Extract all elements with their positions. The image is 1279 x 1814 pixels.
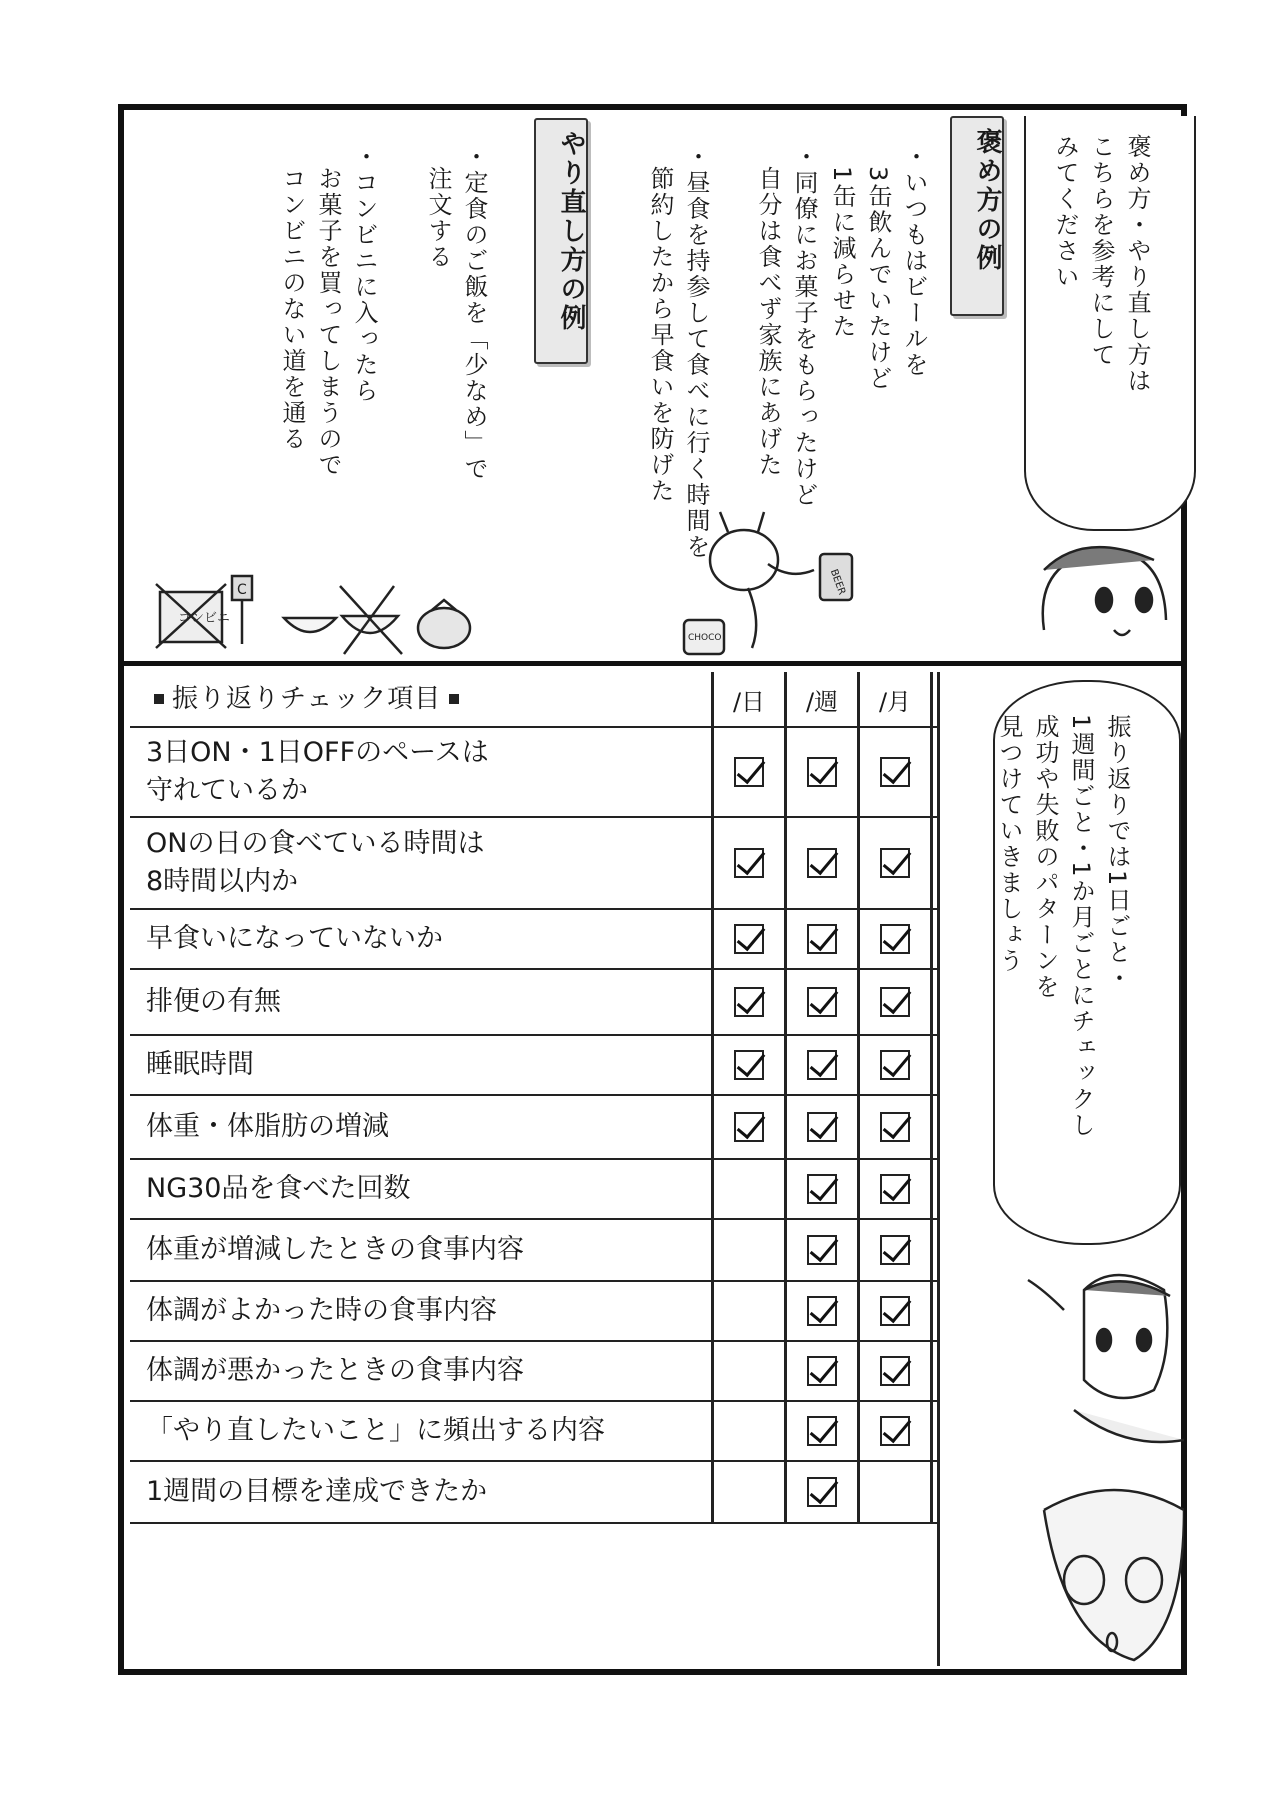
- review-line-1: 振り返りでは1日ごと・: [1103, 714, 1131, 992]
- praise-ex1-line1: ・いつもはビールを: [900, 144, 928, 378]
- checklist-item-label: [130, 1282, 714, 1340]
- checkmark-icon: [807, 1174, 837, 1204]
- checklist-item-label: [130, 1096, 714, 1158]
- check-cell-month: [860, 1462, 933, 1522]
- checklist-item-text: 守れているか: [146, 775, 308, 806]
- redo-example-1: [420, 144, 492, 482]
- store-and-food-illustration: [144, 570, 484, 660]
- check-cell-day: [714, 1462, 787, 1522]
- checklist-item-label: [130, 1342, 714, 1400]
- check-cell-day: [714, 1036, 787, 1094]
- character-face-illustration: [1014, 530, 1184, 660]
- checklist-row: [130, 1036, 937, 1096]
- check-cell-day: [714, 1282, 787, 1340]
- comic-page-frame: [118, 104, 1187, 1675]
- check-cell-week: [787, 910, 860, 968]
- checklist-row: [130, 1220, 937, 1282]
- title-bullet-icon: [449, 694, 459, 704]
- checkmark-icon: [734, 1050, 764, 1080]
- redo-ex2-line3: コンビニのない道を通る: [278, 166, 306, 452]
- checklist-header-row: [130, 672, 937, 728]
- check-cell-day: [714, 728, 787, 816]
- checklist-item-text: ONの日の食べている時間は: [146, 828, 485, 860]
- check-cell-week: [787, 1342, 860, 1400]
- column-header-day: /日: [714, 672, 787, 726]
- praise-ex1-line3: 1缶に減らせた: [828, 166, 856, 340]
- praise-example-2: [750, 144, 822, 508]
- praise-ex2-line1: ・同僚にお菓子をもらったけど: [790, 144, 818, 508]
- redo-ex2-line2: お菓子を買ってしまうので: [314, 166, 342, 478]
- checklist-row: [130, 910, 937, 970]
- check-cell-month: [860, 1220, 933, 1280]
- check-cell-week: [787, 970, 860, 1034]
- praise-ex3-line1: ・昼食を持参して食べに行く時間を: [682, 144, 710, 560]
- checkmark-icon: [807, 987, 837, 1017]
- review-checklist-table: [130, 672, 937, 1524]
- checklist-item-text: 1週間の目標を達成できたか: [146, 1476, 488, 1508]
- check-cell-month: [860, 728, 933, 816]
- checkmark-icon: [734, 987, 764, 1017]
- checklist-item-text: 体重が増減したときの食事内容: [146, 1234, 524, 1266]
- checkmark-icon: [880, 924, 910, 954]
- checklist-item-label: [130, 1036, 714, 1094]
- redo-banner: [534, 118, 588, 364]
- checkmark-icon: [880, 1174, 910, 1204]
- check-cell-day: [714, 970, 787, 1034]
- checkmark-icon: [807, 1296, 837, 1326]
- checklist-row: [130, 970, 937, 1036]
- checklist-row: [130, 728, 937, 818]
- check-cell-week: [787, 1462, 860, 1522]
- checkmark-icon: [880, 1356, 910, 1386]
- checklist-item-text: 「やり直したいこと」に頻出する内容: [146, 1415, 605, 1447]
- checklist-row: [130, 1462, 937, 1524]
- review-line-3: 成功や失敗のパターンを: [1031, 714, 1059, 1000]
- check-cell-month: [860, 910, 933, 968]
- checklist-item-label: [130, 728, 714, 816]
- check-cell-month: [860, 1342, 933, 1400]
- praise-banner: [950, 116, 1004, 316]
- check-cell-week: [787, 1220, 860, 1280]
- table-right-border: [937, 672, 940, 1666]
- beer-can-text: BEER: [827, 567, 848, 597]
- checklist-item-text: 睡眠時間: [146, 1049, 254, 1081]
- check-cell-day: [714, 1096, 787, 1158]
- checklist-item-label: [130, 970, 714, 1034]
- redo-ex2-line1: ・コンビニに入ったら: [350, 144, 378, 404]
- checkmark-icon: [880, 848, 910, 878]
- intro-bubble-text: [1039, 134, 1155, 394]
- praise-ex1-line2: 3缶飲んでいたけど: [864, 166, 892, 392]
- panel-divider: [124, 661, 1181, 666]
- choco-text: CHOCO: [688, 633, 722, 643]
- column-header-week: /週: [787, 672, 860, 726]
- checklist-item-text: 体調がよかった時の食事内容: [146, 1295, 497, 1327]
- praise-ex3-line2: 節約したから早食いを防げた: [646, 166, 674, 504]
- pointing-character-illustration: [1024, 1250, 1184, 1670]
- check-cell-week: [787, 1096, 860, 1158]
- checklist-item-text: 体重・体脂肪の増減: [146, 1111, 389, 1143]
- check-cell-month: [860, 1160, 933, 1218]
- checkmark-icon: [880, 1416, 910, 1446]
- praise-example-3: [642, 144, 714, 560]
- intro-line-2: こちらを参考にして: [1087, 134, 1115, 368]
- checkmark-icon: [807, 1112, 837, 1142]
- checkmark-icon: [807, 1477, 837, 1507]
- checklist-item-label: [130, 1462, 714, 1522]
- checkmark-icon: [807, 1235, 837, 1265]
- checklist-row: [130, 1096, 937, 1160]
- checklist-row: [130, 818, 937, 910]
- checkmark-icon: [734, 757, 764, 787]
- checkmark-icon: [880, 1050, 910, 1080]
- check-cell-day: [714, 1160, 787, 1218]
- checkmark-icon: [807, 924, 837, 954]
- rabbit-with-beer-illustration: [674, 510, 914, 660]
- checklist-item-label: [130, 1402, 714, 1460]
- checkmark-icon: [880, 1296, 910, 1326]
- checklist-item-text: NG30品を食べた回数: [146, 1173, 411, 1205]
- checkmark-icon: [880, 987, 910, 1017]
- check-cell-month: [860, 1096, 933, 1158]
- check-cell-week: [787, 1160, 860, 1218]
- review-line-4: 見つけていきましょう: [995, 714, 1023, 974]
- check-cell-month: [860, 1402, 933, 1460]
- check-cell-month: [860, 818, 933, 908]
- check-cell-day: [714, 1220, 787, 1280]
- checkmark-icon: [807, 757, 837, 787]
- check-cell-week: [787, 1282, 860, 1340]
- check-cell-week: [787, 1036, 860, 1094]
- checklist-item-text: 排便の有無: [146, 986, 281, 1018]
- store-sign-text: コンビニ: [178, 611, 231, 626]
- checklist-title-cell: [130, 672, 714, 726]
- check-cell-week: [787, 818, 860, 908]
- check-cell-day: [714, 910, 787, 968]
- checkmark-icon: [807, 1356, 837, 1386]
- check-cell-month: [860, 1036, 933, 1094]
- checklist-item-label: [130, 1160, 714, 1218]
- review-line-2: 1週間ごと・1か月ごとにチェックし: [1067, 714, 1095, 1139]
- checklist-title: 振り返りチェック項目: [172, 683, 442, 714]
- checklist-item-text: 8時間以内か: [146, 866, 299, 897]
- checkmark-icon: [734, 1112, 764, 1142]
- praise-example-1: [824, 144, 932, 391]
- review-bubble-text: [995, 714, 1135, 1139]
- intro-line-3: みてください: [1051, 134, 1079, 290]
- checkmark-icon: [734, 848, 764, 878]
- checkmark-icon: [880, 1112, 910, 1142]
- checklist-row: [130, 1282, 937, 1342]
- title-bullet-icon: [154, 694, 164, 704]
- checkmark-icon: [807, 1416, 837, 1446]
- redo-ex1-line2: 注文する: [424, 166, 452, 270]
- praise-ex2-line2: 自分は食べず家族にあげた: [754, 166, 782, 478]
- checklist-item-label: [130, 818, 714, 908]
- check-cell-week: [787, 1402, 860, 1460]
- checklist-row: [130, 1342, 937, 1402]
- checkmark-icon: [807, 1050, 837, 1080]
- checkmark-icon: [880, 757, 910, 787]
- checklist-item-text: 3日ON・1日OFFのペースは: [146, 737, 489, 769]
- checkmark-icon: [807, 848, 837, 878]
- redo-ex1-line1: ・定食のご飯を「少なめ」で: [460, 144, 488, 482]
- column-header-month: /月: [860, 672, 933, 726]
- check-cell-day: [714, 1402, 787, 1460]
- checklist-item-label: [130, 910, 714, 968]
- checklist-item-label: [130, 1220, 714, 1280]
- sign-letter-text: C: [237, 582, 247, 598]
- redo-example-2: [274, 144, 382, 478]
- praise-title: 褒め方の例: [972, 128, 1002, 273]
- check-cell-day: [714, 818, 787, 908]
- redo-title: やり直し方の例: [556, 130, 586, 333]
- check-cell-month: [860, 970, 933, 1034]
- check-cell-month: [860, 1282, 933, 1340]
- check-cell-day: [714, 1342, 787, 1400]
- intro-line-1: 褒め方・やり直し方は: [1123, 134, 1151, 394]
- checklist-row: [130, 1160, 937, 1220]
- checklist-item-text: 早食いになっていないか: [146, 923, 443, 955]
- checkmark-icon: [880, 1235, 910, 1265]
- checklist-item-text: 体調が悪かったときの食事内容: [146, 1355, 524, 1387]
- check-cell-week: [787, 728, 860, 816]
- checklist-row: [130, 1402, 937, 1462]
- checkmark-icon: [734, 924, 764, 954]
